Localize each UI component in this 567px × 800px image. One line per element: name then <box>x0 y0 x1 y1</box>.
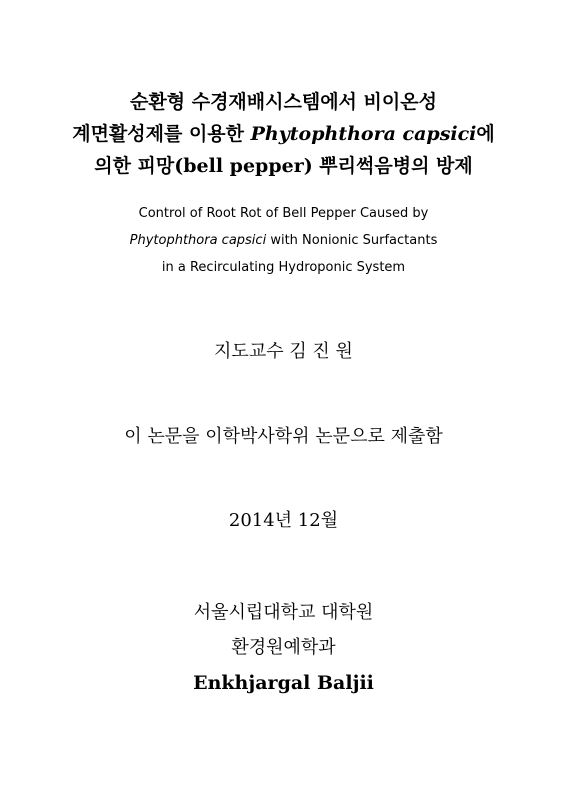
korean-title-line-3: 의한 피망(bell pepper) 뿌리썩음병의 방제 <box>94 155 473 177</box>
department-name: 환경원예학과 <box>231 637 336 658</box>
english-title-line-2 <box>0 234 567 247</box>
korean-title-species-name: Phytophthora capsici <box>250 123 477 145</box>
advisor-line: 지도교수 김 진 원 <box>214 341 353 362</box>
english-title-line-1: Control of Root Rot of Bell Pepper Caused by <box>138 206 429 221</box>
author-name: Enkhjargal Baljii <box>193 672 374 694</box>
korean-title-line-2-suffix: 에 <box>476 123 495 145</box>
submission-date: 2014년 12월 <box>228 510 339 531</box>
korean-title-line-2 <box>0 125 567 144</box>
english-title-species-name: Phytophthora capsici <box>129 233 267 248</box>
english-title-line-3: in a Recirculating Hydroponic System <box>161 260 406 275</box>
university-name: 서울시립대학교 대학원 <box>193 602 374 623</box>
korean-title-line-1: 순환형 수경재배시스템에서 비이온성 <box>130 91 437 113</box>
english-title-line-2-text: with Nonionic Surfactants <box>266 233 438 248</box>
submission-statement: 이 논문을 이학박사학위 논문으로 제출함 <box>124 426 443 447</box>
korean-title-line-2-text: 계면활성제를 이용한 <box>72 123 251 145</box>
